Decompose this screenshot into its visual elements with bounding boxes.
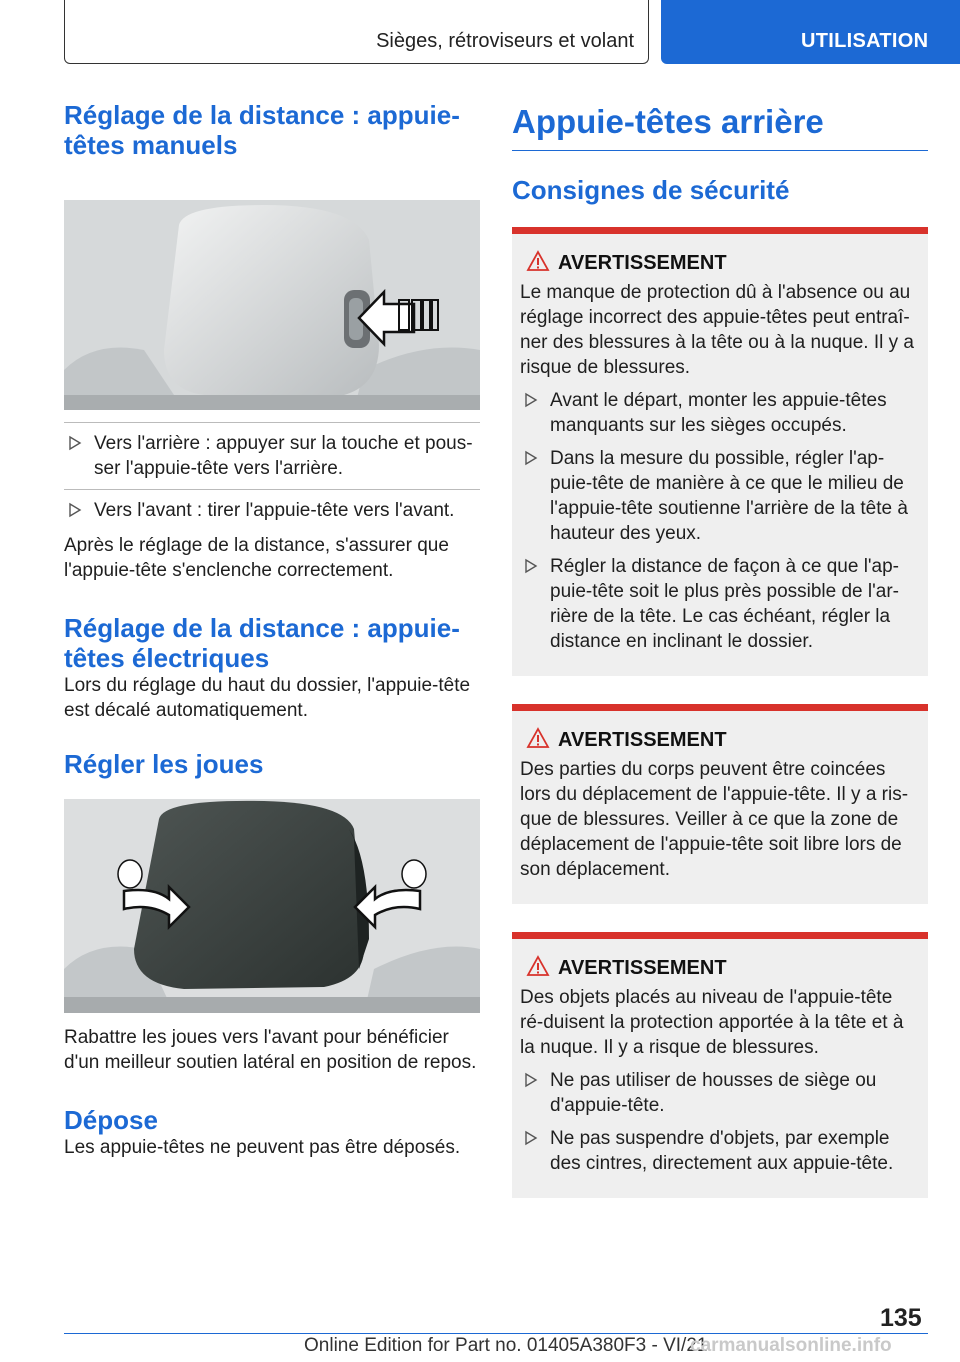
- divider: [64, 422, 480, 423]
- list-item: Dans la mesure du possible, régler l'ap-puie-tête de manière à ce que le milieu de l'appuie-tête soutienne l'arrière de la tête à hauteur des yeux.: [520, 446, 920, 546]
- warning-title: AVERTISSEMENT: [520, 727, 920, 753]
- triangle-bullet-icon: [524, 450, 538, 466]
- list-item: Régler la distance de façon à ce que l'ap-puie-tête soit le plus près possible de l'ar-rière de la tête. Le cas échéant, régler la distance en inclinant le dossier.: [520, 554, 920, 654]
- list-item: Ne pas utiliser de housses de siège ou d'appuie-tête.: [520, 1068, 920, 1118]
- list-item: Vers l'arrière : appuyer sur la touche et pous-ser l'appuie-tête vers l'arrière.: [64, 431, 480, 481]
- triangle-bullet-icon: [68, 502, 82, 518]
- triangle-bullet-icon: [524, 1072, 538, 1088]
- heading-manual-headrests: Réglage de la distance : appuie-têtes manuels: [64, 100, 460, 160]
- warning-box-1: [512, 227, 928, 676]
- header-chapter-tab: [661, 0, 960, 64]
- right-column: [512, 100, 928, 1198]
- manual-adjust-list-2: [64, 498, 480, 523]
- warning-title: AVERTISSEMENT: [520, 955, 920, 981]
- warning-text: Des parties du corps peuvent être coincées lors du déplacement de l'appuie-tête. Il y a ris-que de blessures. Veiller à ce que la zone de déplacement de l'appuie-tête soit libre lors de son déplacement.: [520, 759, 909, 880]
- heading-electric-headrests: Réglage de la distance : appuie-têtes électriques: [64, 613, 460, 673]
- headrest-button-illustration: [64, 200, 480, 410]
- figure-manual-headrest: [64, 200, 480, 410]
- heading-adjust-cheeks: Régler les joues: [64, 749, 264, 779]
- figure-cheeks: [64, 799, 480, 1013]
- divider: [64, 489, 480, 490]
- warning-box-3: [512, 932, 928, 1198]
- heading-removal: Dépose: [64, 1105, 158, 1135]
- triangle-bullet-icon: [524, 1130, 538, 1146]
- left-column: [64, 100, 480, 1160]
- warning-triangle-icon: [526, 955, 550, 977]
- list-item: Avant le départ, monter les appuie-têtes manquants sur les sièges occupés.: [520, 388, 920, 438]
- warning-triangle-icon: [526, 727, 550, 749]
- warning-box-2: [512, 704, 928, 904]
- warning-list: [520, 388, 920, 654]
- warning-title: AVERTISSEMENT: [520, 250, 920, 276]
- footer-edition: Online Edition for Part no. 01405A380F3 - VI/21: [304, 1335, 708, 1356]
- warning-list: [520, 1068, 920, 1176]
- warning-text: Des objets placés au niveau de l'appuie-tête ré-duisent la protection apportée à la tête et à la nuque. Il y a risque de blessures.: [520, 987, 904, 1058]
- warning-triangle-icon: [526, 250, 550, 272]
- cheeks-text: Rabattre les joues vers l'avant pour bénéficier d'un meilleur soutien latéral en position de repos.: [64, 1027, 477, 1073]
- triangle-bullet-icon: [68, 435, 82, 451]
- electric-text: Lors du réglage du haut du dossier, l'appuie-tête est décalé automatiquement.: [64, 675, 471, 721]
- list-item: Vers l'avant : tirer l'appuie-tête vers l'avant.: [64, 498, 480, 523]
- manual-adjust-list: [64, 431, 480, 481]
- header-section-title: Sièges, rétroviseurs et volant: [376, 30, 634, 52]
- heading-safety-notes: Consignes de sécurité: [512, 175, 790, 205]
- list-item: Ne pas suspendre d'objets, par exemple des cintres, directement aux appuie-tête.: [520, 1126, 920, 1176]
- footer-rule: [64, 1333, 928, 1334]
- header-section-tab: [64, 0, 649, 64]
- header-chapter-title: UTILISATION: [801, 30, 929, 52]
- triangle-bullet-icon: [524, 392, 538, 408]
- headrest-cheeks-illustration: [64, 799, 480, 1013]
- removal-text: Les appuie-têtes ne peuvent pas être déposés.: [64, 1137, 461, 1158]
- triangle-bullet-icon: [524, 558, 538, 574]
- manual-after-text: Après le réglage de la distance, s'assurer que l'appuie-tête s'enclenche correctement.: [64, 535, 449, 581]
- heading-rear-headrests: Appuie-têtes arrière: [512, 100, 928, 151]
- page-number: 135: [880, 1304, 922, 1332]
- warning-text: Le manque de protection dû à l'absence ou au réglage incorrect des appuie-têtes peut entraî-ner des blessures à la tête ou à la nuque. Il y a risque de blessures.: [520, 282, 914, 378]
- footer-watermark: carmanualsonline.info: [690, 1335, 892, 1356]
